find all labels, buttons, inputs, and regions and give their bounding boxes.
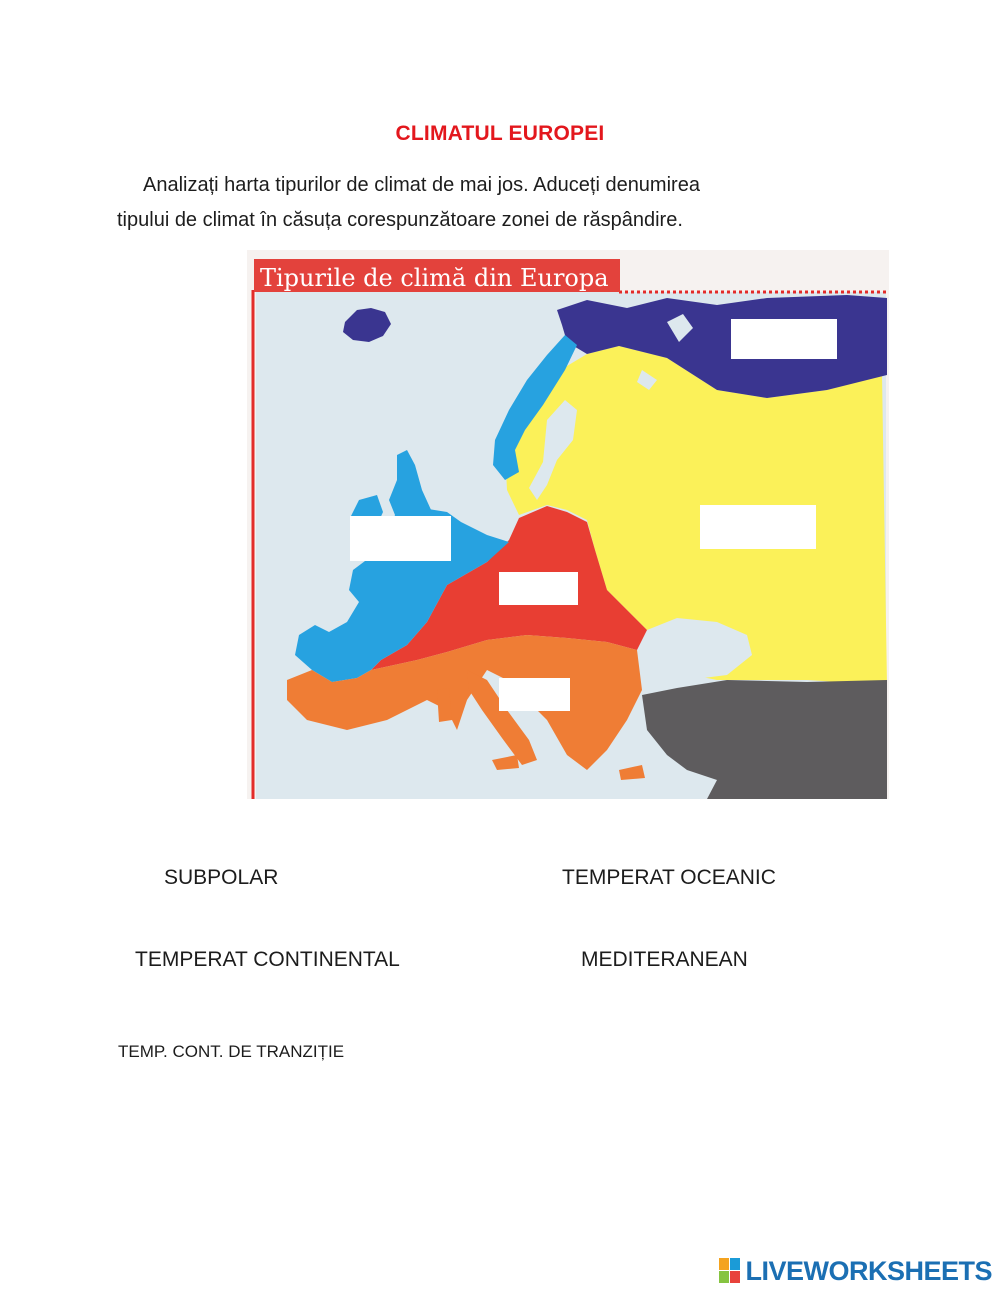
answer-box-east[interactable]: [700, 505, 816, 549]
worksheet-title: CLIMATUL EUROPEI: [395, 122, 605, 145]
map-caption: Tipurile de climă din Europa: [260, 264, 609, 292]
answer-box-south[interactable]: [499, 678, 570, 711]
instruction-line-1: Analizați harta tipurilor de climat de mai jos. Aduceți denumirea: [143, 174, 700, 196]
answer-box-center[interactable]: [499, 572, 578, 605]
word-mediteranean[interactable]: MEDITERANEAN: [581, 948, 748, 971]
liveworksheets-logo: [719, 1256, 992, 1286]
liveworksheets-logo-text: LIVEWORKSHEETS: [745, 1255, 992, 1286]
word-temperat-continental[interactable]: TEMPERAT CONTINENTAL: [135, 948, 400, 971]
instruction-line-2: tipului de climat în căsuța corespunzătoare zonei de răspândire.: [117, 209, 683, 231]
liveworksheets-logo-icon: [719, 1258, 741, 1284]
answer-box-north[interactable]: [731, 319, 837, 359]
answer-box-west[interactable]: [350, 516, 451, 561]
word-temperat-oceanic[interactable]: TEMPERAT OCEANIC: [562, 866, 776, 889]
climate-map: [247, 250, 889, 799]
word-subpolar[interactable]: SUBPOLAR: [164, 866, 279, 889]
word-temp-cont-tranzitie[interactable]: TEMP. CONT. DE TRANZIȚIE: [118, 1042, 345, 1061]
